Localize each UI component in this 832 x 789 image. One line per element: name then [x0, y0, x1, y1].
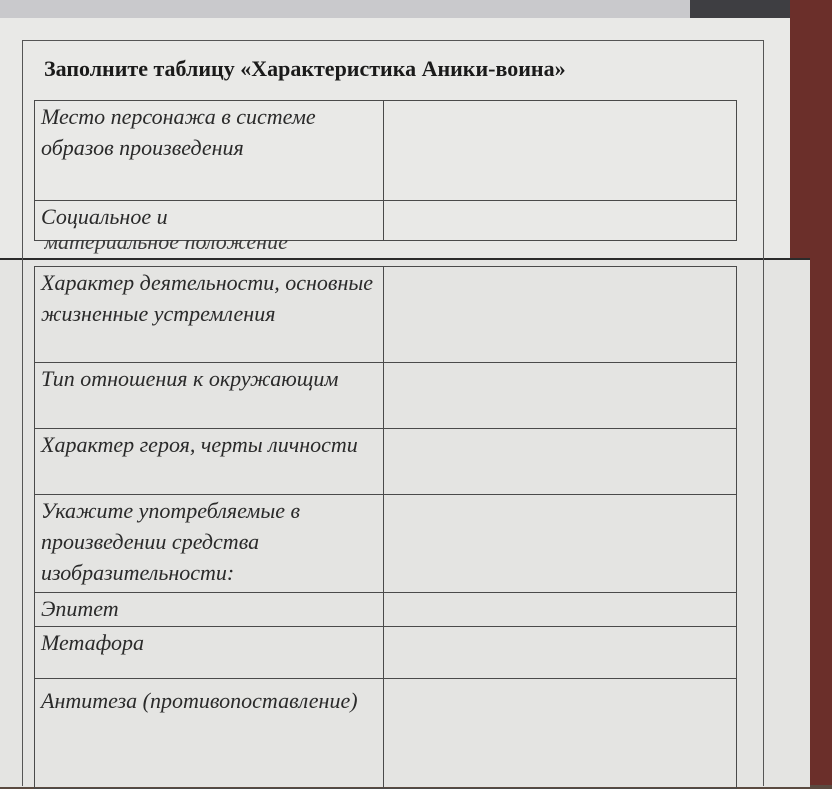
- row-label: Тип отношения к окружающим: [35, 363, 384, 429]
- table-row: [35, 679, 737, 789]
- row-label: Антитеза (противопоставление): [35, 679, 384, 789]
- worksheet-title: Заполните таблицу «Характеристика Аники-воина»: [44, 56, 566, 81]
- answer-cell[interactable]: [384, 429, 737, 495]
- answer-cell[interactable]: [384, 101, 737, 201]
- characteristics-table-lower: [34, 266, 737, 789]
- answer-cell[interactable]: [384, 267, 737, 363]
- row-label: Эпитет: [35, 593, 384, 627]
- table-row: [35, 101, 737, 201]
- row-label: Характер героя, черты личности: [35, 429, 384, 495]
- answer-cell[interactable]: [384, 679, 737, 789]
- row-label: Место персонажа в системе образов произведения: [35, 101, 384, 201]
- row-label: Метафора: [35, 627, 384, 679]
- answer-cell[interactable]: [384, 363, 737, 429]
- row-label: Социальное и: [35, 201, 384, 241]
- table-row: [35, 363, 737, 429]
- characteristics-table-upper: [34, 100, 737, 241]
- photo-background-light: [0, 0, 690, 18]
- row-label: Характер деятельности, основные жизненные устремления: [35, 267, 384, 363]
- table-row: [35, 627, 737, 679]
- table-row: [35, 201, 737, 241]
- row-label: Укажите употребляемые в произведении средства изобразительности:: [35, 495, 384, 593]
- answer-cell[interactable]: [384, 593, 737, 627]
- table-row: [35, 593, 737, 627]
- answer-cell[interactable]: [384, 495, 737, 593]
- table-row: [35, 495, 737, 593]
- cut-off-row-label: материальное положение: [44, 240, 288, 254]
- answer-cell[interactable]: [384, 627, 737, 679]
- table-row: [35, 429, 737, 495]
- table-row: [35, 267, 737, 363]
- answer-cell[interactable]: [384, 201, 737, 241]
